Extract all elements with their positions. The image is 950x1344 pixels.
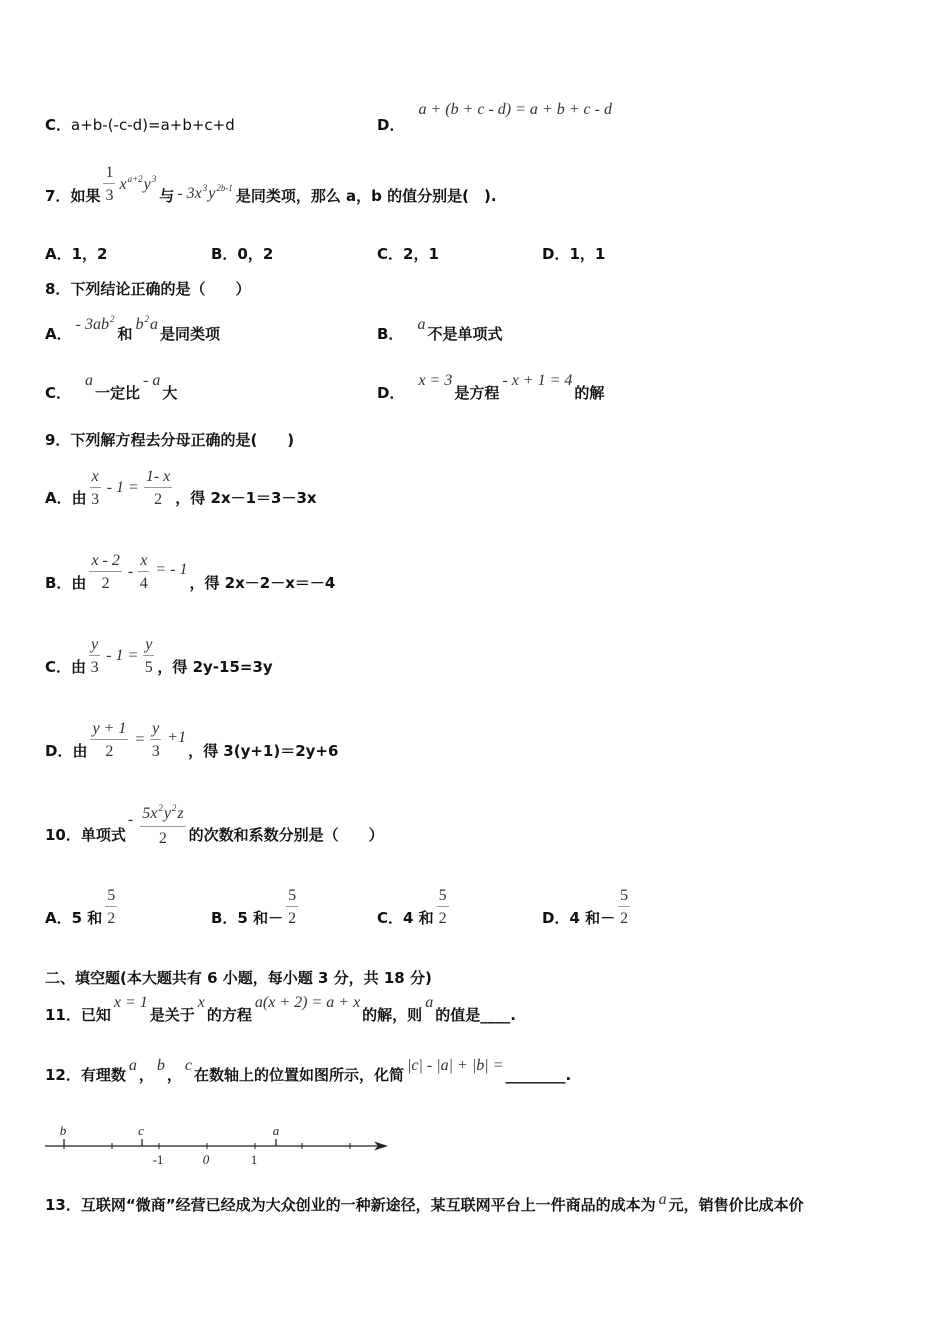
fraction <box>150 719 161 761</box>
operator: = - 1 <box>155 561 188 578</box>
question-8-option-d <box>377 373 604 413</box>
var-a: a <box>425 994 434 1011</box>
option-label: C． <box>45 384 72 402</box>
option-d-math: a + (b + c - d) = a + b + c - d <box>418 101 612 118</box>
question-12-text-3: ， <box>166 1066 182 1084</box>
question-8-option-a <box>45 314 220 354</box>
question-13 <box>45 1185 804 1225</box>
question-12-text-5: ________. <box>505 1066 572 1084</box>
option-text: 和 <box>117 325 133 343</box>
exponent-y: 2b-1 <box>216 182 233 193</box>
question-10-option-d <box>542 887 633 938</box>
question-11-text-2: 是关于 <box>149 1006 195 1024</box>
option-text: D．1，1 <box>542 245 606 263</box>
point-c-label: c <box>138 1123 144 1138</box>
fraction <box>90 719 128 761</box>
exponent-x: 3 <box>202 182 208 193</box>
var-a: a <box>128 1057 137 1074</box>
fraction-numerator: y + 1 <box>90 719 128 740</box>
question-10-text-1: 10．单项式 <box>45 826 126 844</box>
var-b: b <box>156 1057 165 1074</box>
question-7-text-3: 是同类项，那么 a，b 的值分别是( ). <box>235 187 497 205</box>
equation-x-1: x = 1 <box>113 994 148 1011</box>
question-9-option-b <box>45 552 336 603</box>
point-b-label: b <box>59 1123 67 1138</box>
fraction <box>90 467 101 509</box>
fraction <box>143 635 154 677</box>
fraction-denominator: 2 <box>288 910 297 927</box>
question-11-text-3: 的方程 <box>206 1006 252 1024</box>
option-label: D．由 <box>45 742 88 760</box>
question-7-number: 7． <box>45 187 71 205</box>
question-10-option-c <box>377 887 452 938</box>
fraction-denominator: 2 <box>105 743 114 760</box>
fraction-denominator: 2 <box>438 910 447 927</box>
question-11-text-4: 的解，则 <box>362 1006 423 1024</box>
monomial-1 <box>119 175 157 196</box>
option-label: A．由 <box>45 489 87 507</box>
option-text: 大 <box>162 384 178 402</box>
var-y: y <box>163 805 171 822</box>
var-a: a <box>149 315 158 333</box>
fraction-denominator: 3 <box>90 659 99 676</box>
option-label: B．5 和－ <box>211 909 284 927</box>
fraction-numerator: x - 2 <box>89 551 121 572</box>
option-label: B． <box>377 325 404 343</box>
question-7-option-d <box>542 234 605 274</box>
option-label: D．4 和－ <box>542 909 616 927</box>
fraction-numerator: y <box>143 635 154 656</box>
equation: a(x + 2) = a + x <box>254 994 361 1011</box>
var-a: a <box>658 1191 667 1208</box>
monomial-3ab2 <box>76 315 116 336</box>
question-8-text: 8．下列结论正确的是（ ） <box>45 280 251 298</box>
question-11-text-1: 11．已知 <box>45 1006 111 1024</box>
fraction-numerator: 5 <box>286 886 298 907</box>
question-8-option-b <box>377 314 502 354</box>
number-line <box>0 1118 400 1174</box>
absolute-value-expression: |c| - |a| + |b| = <box>407 1057 504 1074</box>
fraction-numerator: y <box>150 719 161 740</box>
question-9-text: 9．下列解方程去分母正确的是( ) <box>45 431 295 449</box>
option-label: B．由 <box>45 574 87 592</box>
question-7-option-a <box>45 234 107 274</box>
option-result: ，得 2y-15=3y <box>157 658 273 676</box>
fraction-one-third <box>103 163 115 205</box>
exponent: 2 <box>144 313 149 324</box>
question-10-option-a <box>45 887 120 938</box>
var-x: x <box>119 175 127 193</box>
operator: +1 <box>167 729 187 746</box>
equation-x-3: x = 3 <box>418 372 453 389</box>
fraction-denominator: 2 <box>101 575 110 592</box>
fraction-denominator: 3 <box>105 187 114 204</box>
point-a-label: a <box>272 1123 280 1138</box>
coef-x: 5x <box>142 805 158 822</box>
operator: = <box>134 731 146 748</box>
question-10-option-b <box>211 887 301 938</box>
question-12 <box>45 1055 571 1095</box>
section-2-heading <box>45 958 432 998</box>
fraction-numerator: 1 <box>103 163 115 184</box>
option-c-text: a+b-(-c-d)=a+b+c+d <box>71 116 235 134</box>
fraction <box>437 886 449 928</box>
tick-label-0: 0 <box>202 1152 210 1167</box>
minus-sign: - <box>127 811 134 828</box>
monomial-b2a <box>135 315 158 336</box>
option-text: B．0，2 <box>211 245 274 263</box>
fraction-denominator: 3 <box>151 743 160 760</box>
exponent-x: 2 <box>158 803 163 813</box>
option-result: ，得 2x－2－x＝－4 <box>189 574 336 592</box>
fraction-monomial <box>140 804 185 848</box>
var-a: a <box>417 316 426 333</box>
question-7-option-c <box>377 234 439 274</box>
fraction-numerator <box>140 804 185 827</box>
option-text: 的解 <box>574 384 605 402</box>
option-d-row <box>377 101 614 145</box>
var-y: y <box>208 184 216 202</box>
fraction <box>144 467 172 509</box>
monomial-base: - 3ab <box>75 315 109 333</box>
option-label: A．5 和 <box>45 909 103 927</box>
question-10 <box>45 803 384 855</box>
option-label: A． <box>45 325 72 343</box>
option-text: 一定比 <box>95 384 141 402</box>
fraction <box>105 886 117 928</box>
fraction-denominator: 2 <box>620 910 629 927</box>
question-7-text-1: 如果 <box>70 187 101 205</box>
var-z: z <box>177 805 184 822</box>
question-12-text-4: 在数轴上的位置如图所示，化简 <box>194 1066 405 1084</box>
question-7-text-2: 与 <box>159 187 175 205</box>
fraction-numerator: x <box>138 551 149 572</box>
fraction-denominator: 2 <box>158 830 167 847</box>
neg-a: - a <box>143 372 161 389</box>
operator: - 1 = <box>106 647 139 664</box>
fraction-denominator: 4 <box>139 575 148 592</box>
operator: - 1 = <box>106 479 139 496</box>
exponent: 2 <box>109 313 115 324</box>
question-11-text-5: 的值是____. <box>435 1006 516 1024</box>
question-9-option-a <box>45 468 317 518</box>
section-2-title: 二、填空题(本大题共有 6 小题，每小题 3 分，共 18 分) <box>45 969 432 987</box>
option-label: C．由 <box>45 658 87 676</box>
option-text: A．1，2 <box>45 245 108 263</box>
equation: - x + 1 = 4 <box>502 372 573 389</box>
question-8-stem <box>45 269 250 309</box>
fraction-numerator: 1- x <box>144 467 172 488</box>
question-9-stem <box>45 420 294 460</box>
option-label: C．4 和 <box>377 909 434 927</box>
var-a: a <box>85 372 94 389</box>
question-13-text-1: 13．互联网“微商”经营已经成为大众创业的一种新途径，某互联网平台上一件商品的成本为 <box>45 1196 656 1214</box>
question-13-text-2: 元，销售价比成本价 <box>668 1196 804 1214</box>
option-text: C．2，1 <box>377 245 439 263</box>
exponent-y: 3 <box>151 173 157 184</box>
option-result: ，得 2x－1＝3－3x <box>175 489 317 507</box>
fraction <box>286 886 298 928</box>
fraction <box>618 886 630 928</box>
fraction-numerator: 5 <box>105 886 117 907</box>
fraction-denominator: 3 <box>91 491 100 508</box>
question-12-text-2: ， <box>138 1066 154 1084</box>
question-9-option-d <box>45 720 339 771</box>
option-text: 是方程 <box>454 384 500 402</box>
question-11 <box>45 995 516 1035</box>
exponent-y: 2 <box>171 803 177 813</box>
var-b: b <box>135 315 144 333</box>
tick-label-1: 1 <box>250 1152 258 1167</box>
fraction-numerator: 5 <box>618 886 630 907</box>
option-label: D． <box>377 384 405 402</box>
option-c-row <box>45 105 235 145</box>
fraction <box>89 635 100 677</box>
var-y: y <box>143 175 151 193</box>
question-7-option-b <box>211 234 273 274</box>
fraction-numerator: 5 <box>437 886 449 907</box>
option-text: 不是单项式 <box>427 325 503 343</box>
operator: - <box>127 563 134 580</box>
option-result: ，得 3(y+1)＝2y+6 <box>188 742 339 760</box>
question-10-text-2: 的次数和系数分别是（ ） <box>188 826 384 844</box>
fraction-numerator: x <box>90 467 101 488</box>
question-9-option-c <box>45 636 273 687</box>
question-12-text-1: 12．有理数 <box>45 1066 126 1084</box>
fraction-denominator: 5 <box>144 659 153 676</box>
question-8-option-c <box>45 373 177 413</box>
fraction <box>89 551 121 593</box>
var-c: c <box>184 1057 193 1074</box>
option-d-label: D． <box>377 116 405 134</box>
var-x: x <box>197 994 205 1011</box>
monomial-2 <box>177 184 234 205</box>
option-text: 是同类项 <box>159 325 220 343</box>
tick-label-minus-1: -1 <box>152 1152 164 1167</box>
option-c-label: C． <box>45 116 72 134</box>
fraction <box>138 551 149 593</box>
question-7 <box>45 164 497 216</box>
fraction-denominator: 2 <box>107 910 116 927</box>
fraction-numerator: y <box>89 635 100 656</box>
coef-x: - 3x <box>177 184 202 202</box>
fraction-denominator: 2 <box>154 491 163 508</box>
exponent-x: a+2 <box>127 173 143 184</box>
